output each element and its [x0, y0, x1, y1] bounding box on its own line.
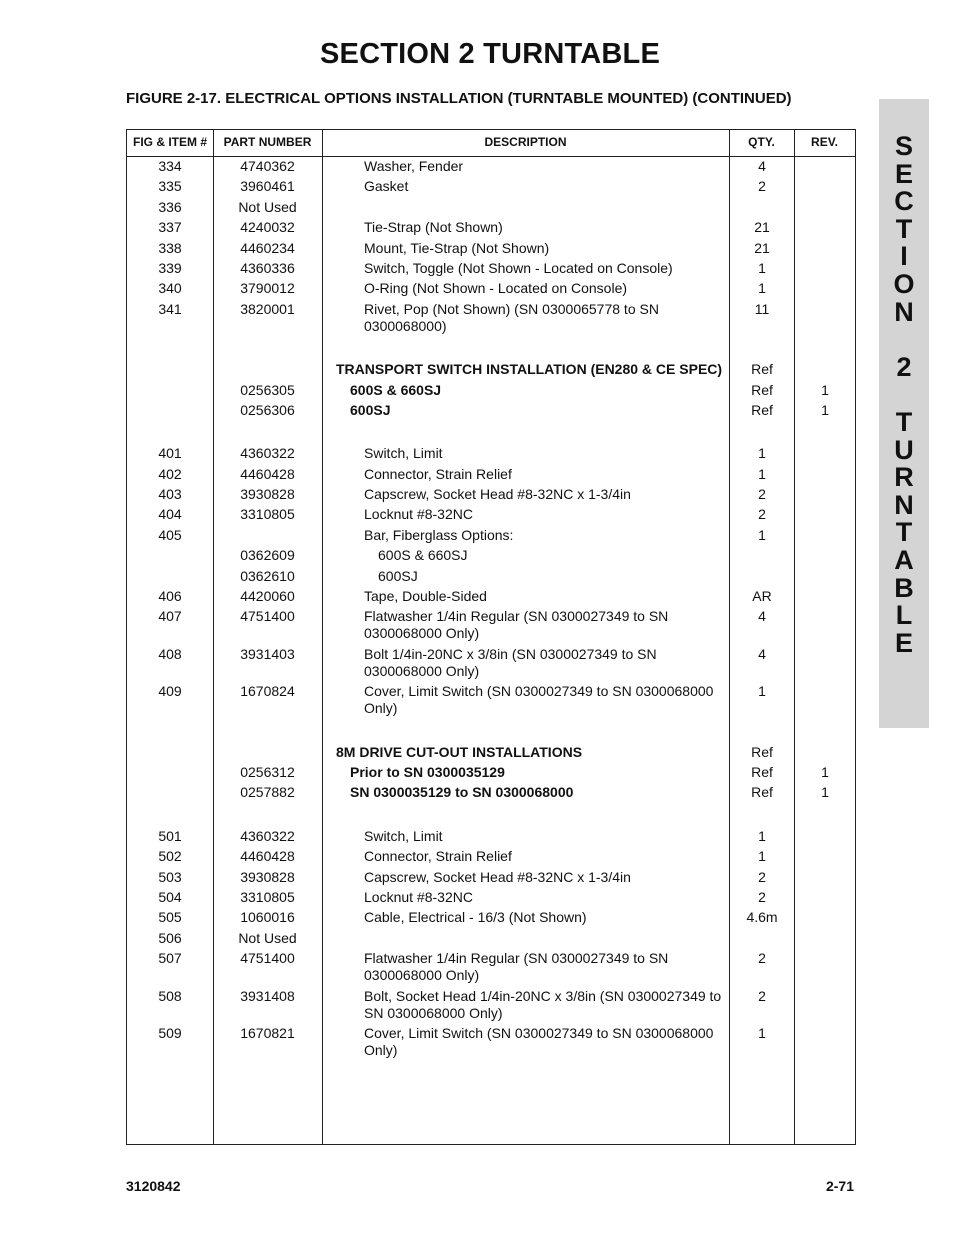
description: Switch, Limit: [364, 445, 443, 462]
part-number: 3930828: [240, 486, 295, 503]
item-number: 339: [158, 259, 182, 276]
table-row: [127, 987, 855, 1024]
quantity: 1: [758, 465, 766, 482]
quantity: 2: [758, 987, 766, 1004]
description: Switch, Limit: [364, 827, 443, 844]
table-row: [127, 177, 855, 197]
part-number: 4751400: [240, 950, 295, 967]
table-row: [127, 381, 855, 401]
side-tab-letter: I: [900, 241, 908, 272]
table-row: [127, 465, 855, 485]
table-spacer-row: [127, 337, 855, 360]
quantity: 1: [758, 526, 766, 543]
revision: 1: [821, 381, 829, 398]
side-tab-letter: N: [894, 296, 914, 327]
header-part-number: PART NUMBER: [223, 135, 312, 149]
side-tab-letter: S: [894, 131, 913, 161]
description: Connector, Strain Relief: [364, 848, 512, 865]
table-row: [127, 300, 855, 337]
table-row: [127, 827, 855, 847]
table-row: [127, 239, 855, 259]
description: Gasket: [364, 178, 409, 195]
item-number: 341: [158, 300, 182, 317]
description: Locknut #8-32NC: [364, 506, 473, 523]
item-number: 503: [158, 868, 182, 885]
part-number: 4751400: [240, 608, 295, 625]
description: Flatwasher 1/4in Regular (SN 0300027349 to SN 0300068000 Only): [364, 950, 669, 984]
part-number: 4360322: [240, 445, 295, 462]
quantity: Ref: [751, 401, 773, 418]
description: Cover, Limit Switch (SN 0300027349 to SN 0300068000 Only): [364, 683, 714, 717]
item-number: 337: [158, 219, 182, 236]
item-number: 335: [158, 178, 182, 195]
item-number: 508: [158, 987, 182, 1004]
description: Locknut #8-32NC: [364, 888, 473, 905]
item-number: 404: [158, 506, 182, 523]
table-row: [127, 444, 855, 464]
part-number: 4460234: [240, 239, 295, 256]
part-number: 0362610: [240, 567, 295, 584]
description: Washer, Fender: [364, 158, 464, 174]
description: TRANSPORT SWITCH INSTALLATION (EN280 & CE SPEC): [336, 361, 723, 378]
part-number: 3960461: [240, 178, 295, 195]
item-number: 506: [158, 929, 182, 946]
quantity: 1: [758, 848, 766, 865]
description: 600S & 660SJ: [378, 547, 468, 564]
parts-table: [126, 129, 856, 1145]
description: 8M DRIVE CUT-OUT INSTALLATIONS: [336, 743, 583, 760]
quantity: Ref: [751, 743, 773, 760]
table-row: [127, 587, 855, 607]
item-number: 502: [158, 848, 182, 865]
table-spacer-row: [127, 720, 855, 743]
description: 600SJ: [378, 567, 418, 584]
header-description: DESCRIPTION: [484, 135, 567, 149]
description: Tie-Strap (Not Shown): [364, 219, 503, 236]
section-side-tab: [879, 99, 929, 728]
quantity: 4: [758, 608, 766, 625]
side-tab-letter: A: [894, 544, 914, 575]
table-row: [127, 259, 855, 279]
description: O-Ring (Not Shown - Located on Console): [364, 280, 628, 297]
description: Bolt, Socket Head 1/4in-20NC x 3/8in (SN 0300027349 to SN 0300068000 Only): [364, 987, 722, 1021]
quantity: 21: [754, 239, 770, 256]
table-row: [127, 157, 855, 177]
table-row: [127, 567, 855, 587]
section-title: SECTION 2 TURNTABLE: [320, 38, 660, 70]
part-number: 1670821: [240, 1024, 295, 1041]
item-number: 501: [158, 827, 182, 844]
table-row: [127, 607, 855, 644]
quantity: 1: [758, 683, 766, 700]
quantity: 21: [754, 219, 770, 236]
table-row: [127, 1024, 855, 1061]
quantity: 2: [758, 486, 766, 503]
table-row: [127, 505, 855, 525]
part-number: 3931403: [240, 645, 295, 662]
table-row: [127, 546, 855, 566]
part-number: 3310805: [240, 506, 295, 523]
table-spacer-row: [127, 421, 855, 444]
description: Tape, Double-Sided: [364, 588, 487, 605]
side-tab-letter: 2: [896, 351, 912, 382]
table-row: [127, 645, 855, 682]
table-row: [127, 218, 855, 238]
part-number: 1060016: [240, 909, 295, 926]
part-number: 0256305: [240, 381, 295, 398]
table-spacer-row: [127, 804, 855, 827]
description: Bar, Fiberglass Options:: [364, 526, 514, 543]
description: Capscrew, Socket Head #8-32NC x 1-3/4in: [364, 868, 631, 885]
quantity: 2: [758, 506, 766, 523]
description: SN 0300035129 to SN 0300068000: [350, 784, 574, 801]
side-tab-letter: T: [895, 406, 913, 437]
table-body: [127, 157, 855, 1061]
header-qty: QTY.: [748, 135, 775, 149]
item-number: 402: [158, 465, 182, 482]
table-row: [127, 868, 855, 888]
item-number: 409: [158, 683, 182, 700]
description: 600S & 660SJ: [350, 381, 442, 398]
quantity: Ref: [751, 361, 773, 378]
quantity: 4: [758, 158, 766, 174]
description: Flatwasher 1/4in Regular (SN 0300027349 to SN 0300068000 Only): [364, 608, 669, 642]
quantity: 1: [758, 445, 766, 462]
description: Capscrew, Socket Head #8-32NC x 1-3/4in: [364, 486, 631, 503]
item-number: 401: [158, 445, 182, 462]
table-row: [127, 888, 855, 908]
table-row: [127, 743, 855, 763]
quantity: 1: [758, 259, 766, 276]
table-row: [127, 783, 855, 803]
figure-title: FIGURE 2-17. ELECTRICAL OPTIONS INSTALLATION (TURNTABLE MOUNTED) (CONTINUED): [126, 90, 792, 107]
quantity: 2: [758, 950, 766, 967]
side-tab-letter: E: [894, 158, 913, 189]
table-row: [127, 360, 855, 380]
page-number: 2-71: [825, 1178, 854, 1194]
header-rev: REV.: [811, 135, 838, 149]
item-number: 403: [158, 486, 182, 503]
quantity: 1: [758, 1024, 766, 1041]
part-number: 3820001: [240, 300, 295, 317]
table-row: [127, 949, 855, 986]
part-number: 0362609: [240, 547, 295, 564]
part-number: 3310805: [240, 888, 295, 905]
revision: 1: [821, 401, 829, 418]
part-number: 4460428: [240, 848, 295, 865]
part-number: 4420060: [240, 588, 295, 605]
side-tab-letter: C: [894, 186, 914, 217]
table-row: [127, 908, 855, 928]
quantity: Ref: [751, 381, 773, 398]
item-number: 336: [158, 198, 182, 215]
side-tab-letter: T: [895, 517, 913, 548]
part-number: 3790012: [240, 280, 295, 297]
quantity: AR: [752, 588, 772, 605]
quantity: 2: [758, 888, 766, 905]
header-item: FIG & ITEM #: [132, 135, 207, 149]
item-number: 505: [158, 909, 182, 926]
part-number: 0256312: [240, 763, 295, 780]
quantity: 1: [758, 280, 766, 297]
part-number: 4460428: [240, 465, 295, 482]
part-number: 4360322: [240, 827, 295, 844]
part-number: 0257882: [240, 784, 295, 801]
quantity: 1: [758, 827, 766, 844]
part-number: 4360336: [240, 259, 295, 276]
part-number: Not Used: [238, 929, 297, 946]
description: Switch, Toggle (Not Shown - Located on Console): [364, 259, 673, 276]
table-row: [127, 763, 855, 783]
description: Mount, Tie-Strap (Not Shown): [364, 239, 550, 256]
table-header: [127, 130, 855, 157]
description: Rivet, Pop (Not Shown) (SN 0300065778 to SN 0300068000): [364, 300, 659, 334]
quantity: 2: [758, 178, 766, 195]
item-number: 504: [158, 888, 182, 905]
item-number: 507: [158, 950, 182, 967]
side-tab-letter: O: [893, 268, 915, 299]
part-number: 0256306: [240, 401, 295, 418]
table-row: [127, 401, 855, 421]
item-number: 338: [158, 239, 182, 256]
item-number: 408: [158, 645, 182, 662]
side-tab-letters: [879, 133, 929, 657]
quantity: Ref: [751, 784, 773, 801]
item-number: 340: [158, 280, 182, 297]
quantity: 4.6m: [746, 909, 778, 926]
item-number: 334: [158, 158, 182, 174]
side-tab-letter: E: [894, 627, 913, 658]
quantity: 4: [758, 645, 766, 662]
table-row: [127, 198, 855, 218]
part-number: 4740362: [240, 158, 295, 174]
item-number: 509: [158, 1024, 182, 1041]
table-row: [127, 526, 855, 546]
table-row: [127, 847, 855, 867]
item-number: 405: [158, 526, 182, 543]
description: Connector, Strain Relief: [364, 465, 512, 482]
description: Cover, Limit Switch (SN 0300027349 to SN 0300068000 Only): [364, 1024, 714, 1058]
description: Bolt 1/4in-20NC x 3/8in (SN 0300027349 to SN 0300068000 Only): [364, 645, 657, 679]
side-tab-letter: B: [894, 572, 914, 603]
item-number: 406: [158, 588, 182, 605]
quantity: 11: [754, 300, 770, 317]
side-tab-letter: N: [894, 489, 914, 520]
document-number: 3120842: [126, 1178, 181, 1194]
revision: 1: [821, 784, 829, 801]
quantity: 2: [758, 868, 766, 885]
table-row: [127, 929, 855, 949]
item-number: 407: [158, 608, 182, 625]
part-number: 4240032: [240, 219, 295, 236]
description: Prior to SN 0300035129: [350, 763, 505, 780]
table-row: [127, 682, 855, 719]
side-tab-letter: R: [894, 462, 914, 493]
part-number: Not Used: [238, 198, 297, 215]
table-row: [127, 279, 855, 299]
description: 600SJ: [350, 401, 391, 418]
side-tab-letter: L: [895, 600, 913, 631]
quantity: Ref: [751, 763, 773, 780]
description: Cable, Electrical - 16/3 (Not Shown): [364, 909, 587, 926]
part-number: 1670824: [240, 683, 295, 700]
side-tab-letter: U: [894, 434, 914, 465]
table-row: [127, 485, 855, 505]
part-number: 3931408: [240, 987, 295, 1004]
side-tab-letter: T: [895, 213, 913, 244]
part-number: 3930828: [240, 868, 295, 885]
revision: 1: [821, 763, 829, 780]
